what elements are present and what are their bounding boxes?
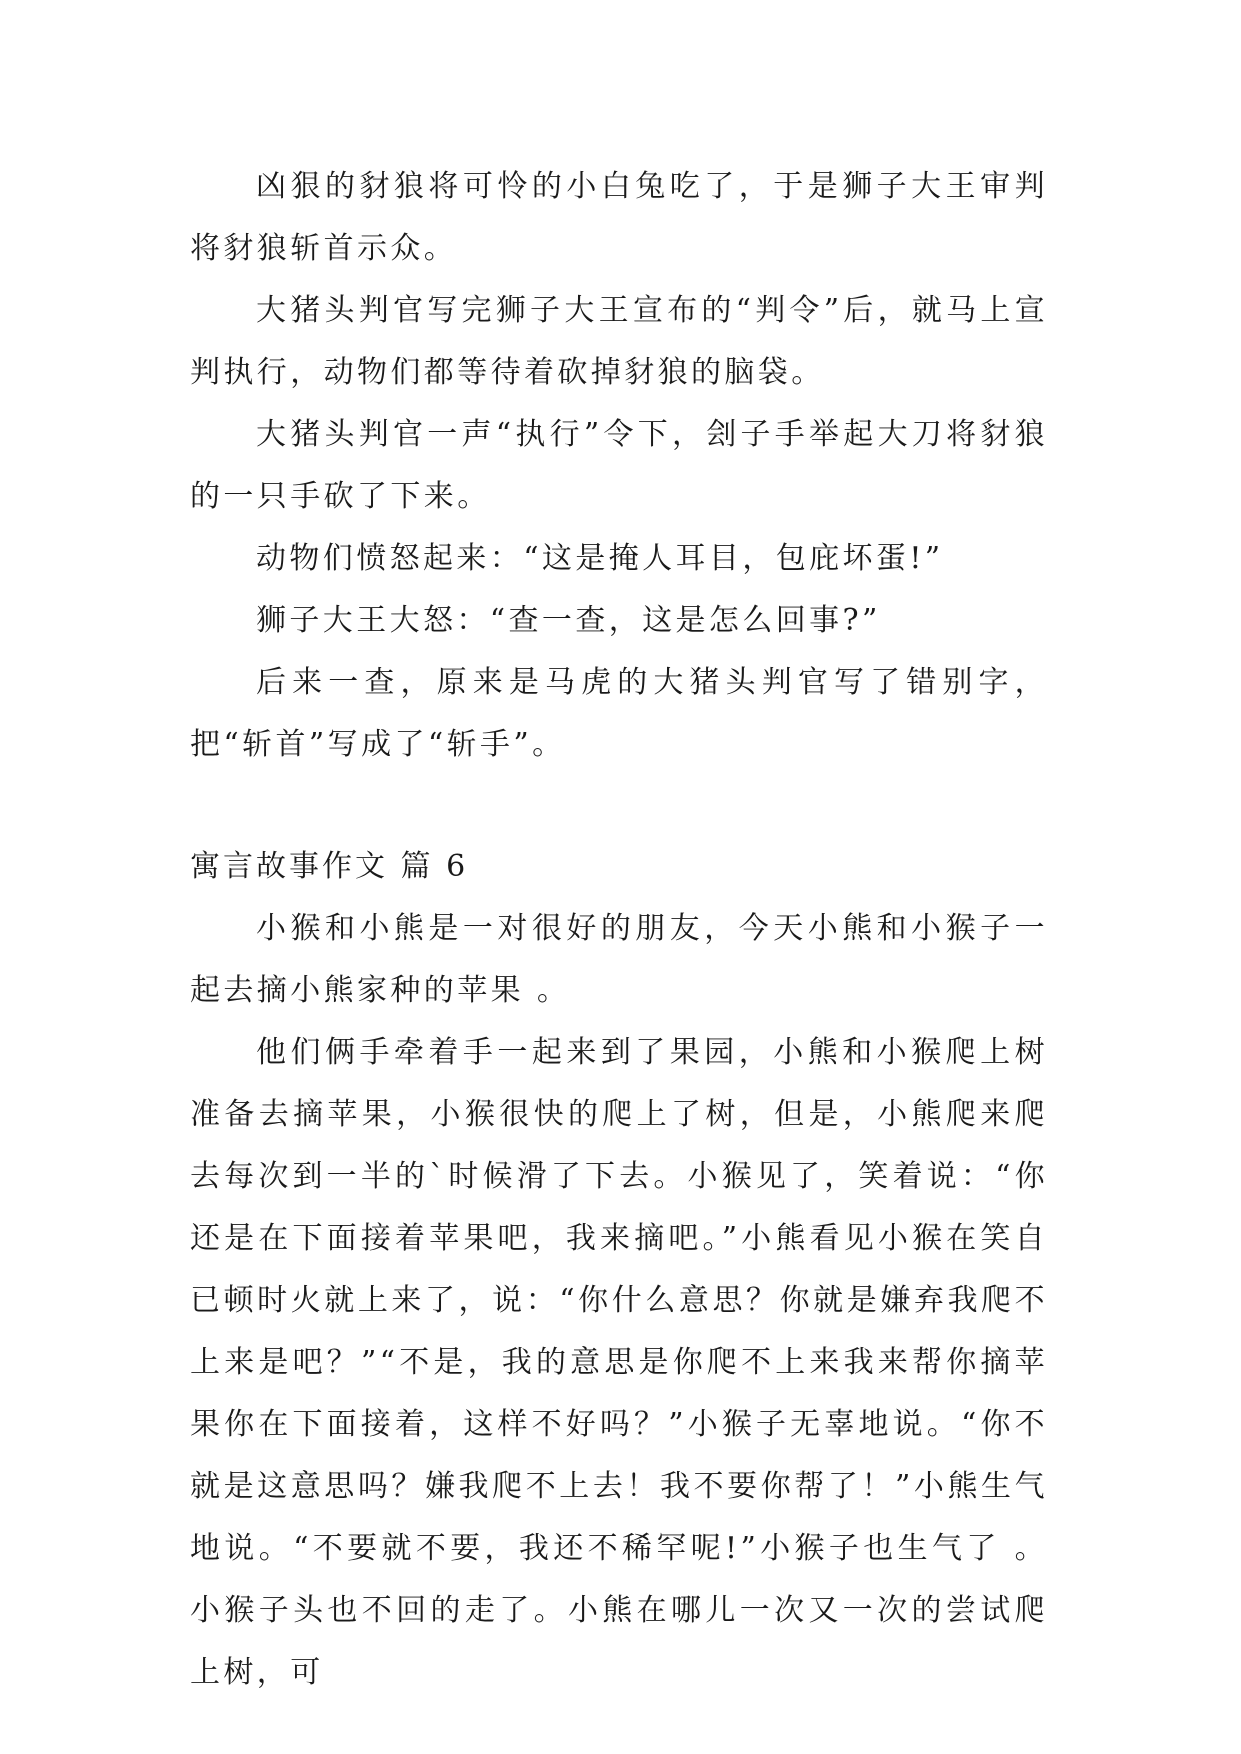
paragraph-lion-angry: 狮子大王大怒：“查一查，这是怎么回事?” — [256, 603, 881, 638]
section-heading: 寓言故事作文 篇 6 — [190, 849, 469, 884]
paragraph-judge-writes: 大猪头判官写完狮子大王宣布的“判令”后，就马上宣判执行，动物们都等待着砍掉豺狼的脑袋。 — [190, 293, 1048, 390]
paragraph-typo-found: 后来一查，原来是马虎的大猪头判官写了错别字，把“斩首”写成了“斩手”。 — [190, 665, 1048, 762]
paragraph-tiger-eaten: 凶狠的豺狼将可怜的小白兔吃了，于是狮子大王审判将豺狼斩首示众。 — [190, 169, 1048, 266]
paragraph-monkey-bear-intro: 小猴和小熊是一对很好的朋友，今天小熊和小猴子一起去摘小熊家种的苹果 。 — [190, 911, 1048, 1008]
paragraph-execution: 大猪头判官一声“执行”令下，刽子手举起大刀将豺狼的一只手砍了下来。 — [190, 417, 1048, 514]
paragraph-animals-angry: 动物们愤怒起来：“这是掩人耳目，包庇坏蛋!” — [256, 541, 944, 576]
document-body — [190, 156, 1048, 1704]
paragraph-orchard-story: 他们俩手牵着手一起来到了果园，小熊和小猴爬上树准备去摘苹果，小猴很快的爬上了树，但是，小熊爬来爬去每次到一半的`时候滑了下去。小猴见了，笑着说：“你还是在下面接着苹果吧，我来摘吧。”小熊看见小猴在笑自已顿时火就上来了，说：“你什么意思？你就是嫌弃我爬不上来是吧？”“不是，我的意思是你爬不上来我来帮你摘苹果你在下面接着，这样不好吗？”小猴子无辜地说。“你不就是这意思吗？嫌我爬不上去！我不要你帮了！”小熊生气地说。“不要就不要，我还不稀罕呢!”小猴子也生气了 。小猴子头也不回的走了。小熊在哪儿一次又一次的尝试爬上树，可 — [190, 1035, 1048, 1690]
